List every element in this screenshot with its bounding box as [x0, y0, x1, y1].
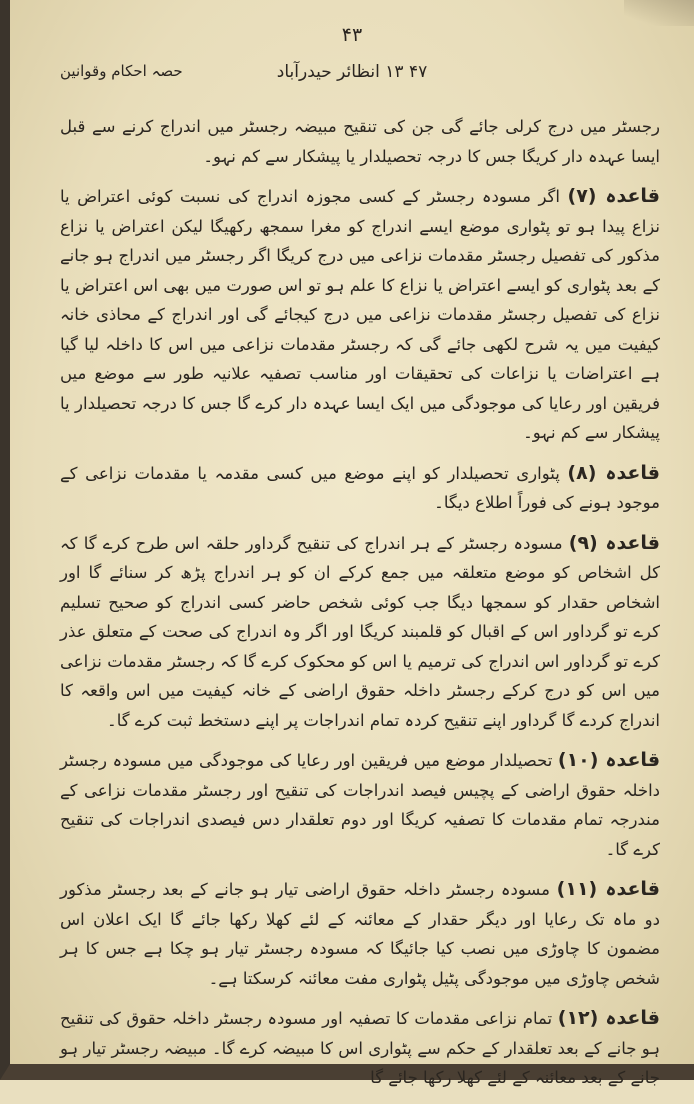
paragraph-rule-9	[60, 529, 660, 736]
page-number: ۴۳	[341, 24, 363, 46]
paragraph-text: اگر مسودہ رجسٹر کے کسی مجوزہ اندراج کی نسبت کوئی اعتراض یا نزاع پیدا ہو تو پٹواری موضع ایسے اندراج کو مغرا سمجھ رکھیگا لیکن اعتراض یا نزاع مذکور کی تفصیل رجسٹر مقدمات نزاعی میں درج کریگا اگر رجسٹر میں اندراج ہو جانے کے بعد پٹواری کو ایسے اعتراض یا نزاع کا علم ہو تو اس صورت میں بھی اس اعتراض یا نزاع کی تفصیل رجسٹر مقدمات نزاعی میں درج کیجائے گی اور اندراج کے محاذی خانہ کیفیت میں یہ شرح لکھی جائے گی کہ رجسٹر مقدمات نزاعی میں اس کا داخلہ لیا گیا ہے اعتراضات یا نزاعات کی تحقیقات اور مناسب تصفیہ علانیہ طور سے موضع میں فریقین اور رعایا کی موجودگی میں ایک ایسا عہدہ دار کرے گا جس کا درجہ تحصیلدار یا پیشکار سے کم نہو۔	[60, 187, 660, 442]
paragraph-text: تحصیلدار موضع میں فریقین اور رعایا کی موجودگی میں مسودہ رجسٹر داخلہ حقوق اراضی کے پچیس فیصد اندراجات کی تنقیح اور رجسٹر مقدمات نزاعی کے مندرجہ تمام مقدمات کا تصفیہ کریگا اور دوم تعلقدار دس فیصدی اندراجات کی تنقیح کرے گا۔	[60, 751, 660, 859]
paragraph-continuation	[60, 112, 660, 171]
rule-label: قاعدہ (۱۲)	[557, 1007, 660, 1029]
rule-label: قاعدہ (۸)	[567, 461, 660, 484]
paragraph-text: رجسٹر میں درج کرلی جائے گی جن کی تنقیح مبیضہ رجسٹر میں اندراج کرنے سے قبل ایسا عہدہ دار کریگا جس کا درجہ تحصیلدار یا پیشکار سے کم نہو۔	[60, 117, 660, 166]
paragraph-rule-7	[60, 182, 660, 448]
paragraph-rule-8	[60, 459, 660, 518]
paragraph-text: مسودہ رجسٹر داخلہ حقوق اراضی تیار ہو جانے کے بعد رجسٹر مذکور دو ماہ تک رعایا اور دیگر حقدار کے معائنہ کے لئے کھلا رکھا جائے گا ایک اعلان اس مضمون کا چاوڑی میں نصب کیا جائیگا کہ مسودہ رجسٹر تیار ہو چکا ہے جس کا ہر شخص چاوڑی میں موجودگی پٹیل پٹواری مفت معائنہ کرسکتا ہے۔	[60, 880, 660, 988]
page-corner-shade	[624, 0, 694, 26]
paragraph-text: پٹواری تحصیلدار کو اپنے موضع میں کسی مقدمہ یا مقدمات نزاعی کے موجود ہونے کی فوراً اطلاع دیگا۔	[60, 463, 660, 512]
paragraph-rule-11	[60, 875, 660, 993]
running-header	[60, 62, 644, 90]
header-title: ۴۷ ۱۳ انظائر حیدرآباد	[276, 62, 428, 82]
header-section-name: حصہ احکام وقوانین	[60, 62, 183, 80]
paragraph-rule-12	[60, 1004, 660, 1093]
paragraph-rule-10	[60, 746, 660, 864]
paragraph-text: تمام نزاعی مقدمات کا تصفیہ اور مسودہ رجسٹر داخلہ حقوق کی تنقیح ہو جانے کے بعد تعلقدار کے حکم سے پٹواری اس کا مبیضہ کرے گا۔ مبیضہ رجسٹر تیار ہو جانے کے بعد معائنہ کے لئے کھلا رکھا جائے گا	[60, 1009, 660, 1087]
rule-label: قاعدہ (۷)	[567, 185, 660, 207]
paragraph-text: مسودہ رجسٹر کے ہر اندراج کی تنقیح گرداور حلقہ اس طرح کرے گا کہ کل اشخاص کو موضع متعلقہ میں جمع کرکے ان کو ہر اندراج پڑھ کر سنائے گا اور اشخاص حقدار کو سمجھا دیگا جب کوئی شخص حاضر کسی اندراج کو صحیح تسلیم کرے تو گرداور اس کے اقبال کو قلمبند کریگا اور اگر وہ اندراج کی صحت کے متعلق عذر کرے تو گرداور اس اندراج کی ترمیم یا اس کو محکوک کرے گا کہ رجسٹر مقدمات نزاعی میں اس کو درج کرکے رجسٹر داخلہ حقوق اراضی کے خانہ کیفیت میں اس واقعہ کا اندراج کردے گا گرداور اپنے تنقیح کردہ تمام اندراجات پر اپنے دستخط ثبت کرے گا۔	[60, 533, 660, 730]
body-text	[60, 112, 660, 1104]
rule-label: قاعدہ (۱۰)	[557, 749, 661, 771]
rule-label: قاعدہ (۱۱)	[556, 878, 660, 900]
rule-label: قاعدہ (۹)	[568, 531, 660, 554]
